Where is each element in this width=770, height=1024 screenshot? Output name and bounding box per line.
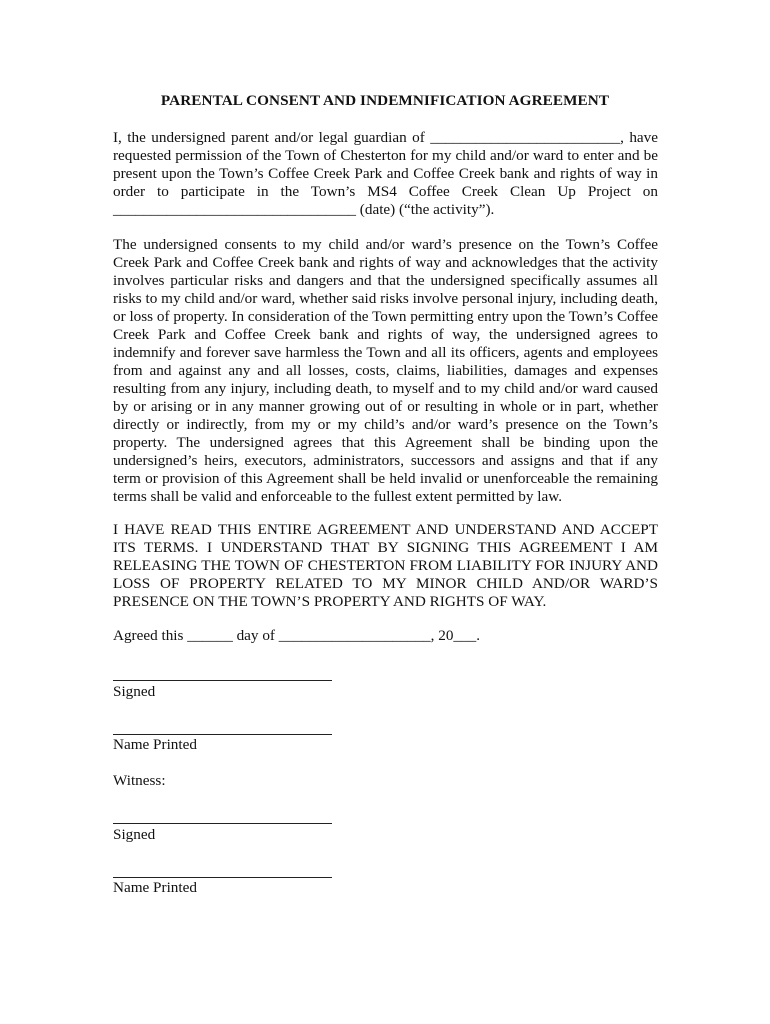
signed-label-parent: Signed: [113, 683, 156, 700]
signed-label-witness: Signed: [113, 826, 156, 843]
agreed-date-line: Agreed this ______ day of ____________________, 20___.: [113, 627, 480, 644]
name-line-parent: [113, 734, 332, 735]
signature-line-parent: [113, 680, 332, 681]
name-printed-label-parent: Name Printed: [113, 736, 197, 753]
signature-line-witness: [113, 823, 332, 824]
paragraph-consent-indemnification: The undersigned consents to my child and/or ward’s presence on the Town’s Coffee Creek Park and Coffee Creek bank and rights of way and acknowledges that the activity involves particular risks and dangers and that the undersigned specifically assumes all risks to my child and/or ward, whether said risks involve personal injury, including death, or loss of property. In consideration of the Town permitting entry upon the Town’s Coffee Creek Park and Coffee Creek bank and rights of way, the undersigned agrees to indemnify and forever save harmless the Town and all its officers, agents and employees from and against any and all losses, costs, claims, liabilities, damages and expenses resulting from any injury, including death, to myself and to my child and/or ward caused by or arising or in any manner growing out of or resulting in whole or in part, whether directly or indirectly, from my or my child’s and/or ward’s presence on the Town’s property. The undersigned agrees that this Agreement shall be binding upon the undersigned’s heirs, executors, administrators, successors and assigns and that if any term or provision of this Agreement shall be held invalid or unenforceable the remaining terms shall be valid and enforceable to the fullest extent permitted by law.: [113, 236, 658, 505]
name-printed-label-witness: Name Printed: [113, 879, 197, 896]
witness-label: Witness:: [113, 772, 166, 789]
document-title: PARENTAL CONSENT AND INDEMNIFICATION AGREEMENT: [160, 92, 610, 109]
paragraph-acknowledgement: I HAVE READ THIS ENTIRE AGREEMENT AND UNDERSTAND AND ACCEPT ITS TERMS. I UNDERSTAND THAT BY SIGNING THIS AGREEMENT I AM RELEASING THE TOWN OF CHESTERTON FROM LIABILITY FOR INJURY AND LOSS OF PROPERTY RELATED TO MY MINOR CHILD AND/OR WARD’S PRESENCE ON THE TOWN’S PROPERTY AND RIGHTS OF WAY.: [113, 521, 658, 610]
paragraph-permission: I, the undersigned parent and/or legal guardian of _________________________, have requested permission of the Town of Chesterton for my child and/or ward to enter and be present upon the Town’s Coffee Creek Park and Coffee Creek bank and rights of way in order to participate in the Town’s MS4 Coffee Creek Clean Up Project on ________________________________ (date) (“the activity”).: [113, 129, 658, 218]
name-line-witness: [113, 877, 332, 878]
